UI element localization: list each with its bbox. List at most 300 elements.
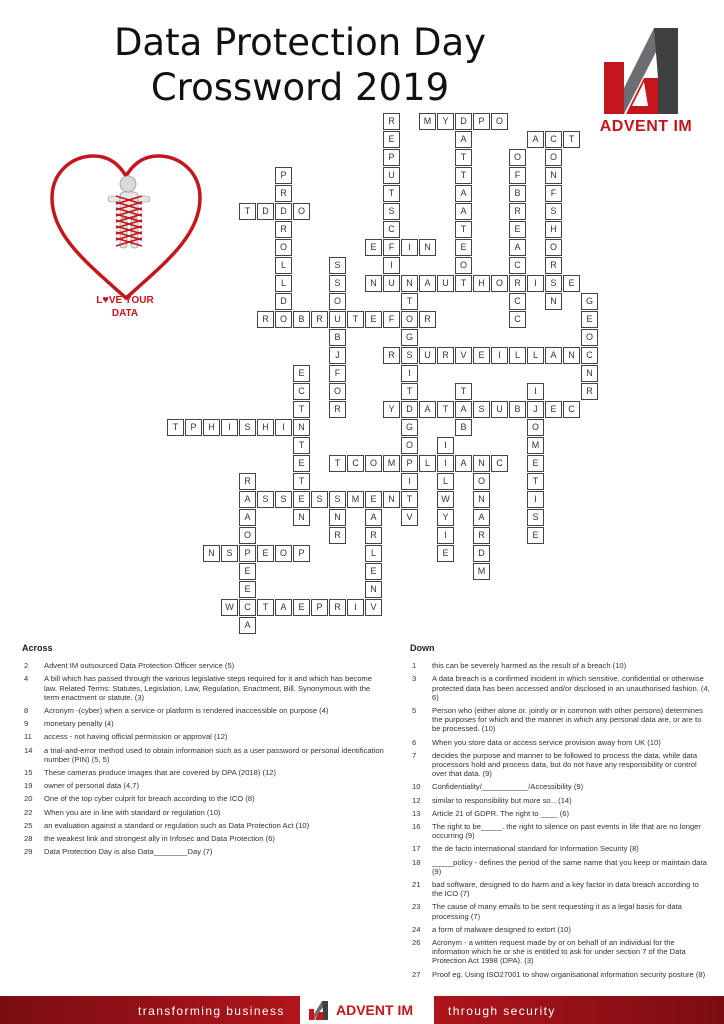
clue-text: bad software, designed to do harm and a key factor in data breach according to the ICO (7) — [432, 880, 699, 899]
crossword-cell: E — [383, 131, 400, 148]
clue-number: 15 — [24, 768, 33, 778]
down-clue — [410, 751, 710, 779]
crossword-cell: I — [491, 347, 508, 364]
crossword-cell: D — [455, 113, 472, 130]
crossword-cell: P — [311, 599, 328, 616]
down-clue — [410, 674, 710, 702]
crossword-cell: A — [509, 239, 526, 256]
crossword-cell: S — [383, 203, 400, 220]
crossword-cell: R — [257, 311, 274, 328]
crossword-cell: O — [491, 113, 508, 130]
crossword-cell: W — [221, 599, 238, 616]
crossword-cell: B — [329, 329, 346, 346]
crossword-cell: A — [455, 131, 472, 148]
clue-text: the de facto international standard for Information Security (8) — [432, 844, 639, 854]
crossword-cell: R — [275, 185, 292, 202]
crossword-cell: S — [257, 491, 274, 508]
crossword-cell: H — [473, 275, 490, 292]
crossword-cell: A — [545, 347, 562, 364]
clue-text: When you are in line with standard or regulation (10) — [44, 807, 221, 817]
crossword-cell: A — [239, 491, 256, 508]
across-clue — [22, 732, 387, 741]
crossword-cell: A — [275, 599, 292, 616]
clue-text: Person who (either alone or. jointly or in common with other persons) determines the purposes for which and the manner in which any personal data are, or are to be processed. (10) — [432, 706, 703, 734]
across-clue — [22, 661, 387, 670]
crossword-cell: J — [527, 401, 544, 418]
crossword-cell: E — [239, 563, 256, 580]
crossword-cell: S — [311, 491, 328, 508]
down-clue — [410, 809, 710, 818]
clue-text: Acronym - a written request made by or on behalf of an individual for the information which he or she is entitled to ask for under section 7 of the Data Protection Act 1998 (DPA). (3) — [432, 938, 686, 966]
crossword-cell: T — [455, 383, 472, 400]
crossword-cell: N — [473, 455, 490, 472]
clue-number: 7 — [412, 750, 417, 760]
crossword-cell: S — [275, 491, 292, 508]
clue-number: 8 — [24, 706, 29, 716]
crossword-cell: Y — [437, 509, 454, 526]
crossword-cell: E — [545, 401, 562, 418]
clue-text: Proof eg. Using ISO27001 to show organisational information security posture (8) — [432, 969, 706, 979]
clue-text: similar to responsibility but more so…(14) — [432, 795, 572, 805]
down-clue — [410, 844, 710, 853]
crossword-cell: I — [221, 419, 238, 436]
clue-number: 5 — [412, 706, 417, 716]
crossword-cell: C — [563, 401, 580, 418]
crossword-cell: R — [581, 383, 598, 400]
crossword-cell: G — [581, 293, 598, 310]
crossword-cell: E — [473, 347, 490, 364]
across-clue — [22, 768, 387, 777]
footer-logo-icon — [308, 999, 334, 1021]
crossword-cell: R — [311, 311, 328, 328]
crossword-cell: I — [527, 383, 544, 400]
crossword-cell: V — [401, 509, 418, 526]
footer-banner — [0, 996, 724, 1024]
crossword-cell: B — [509, 401, 526, 418]
crossword-cell: N — [293, 509, 310, 526]
crossword-cell: I — [401, 365, 418, 382]
crossword-cell: S — [239, 419, 256, 436]
crossword-cell: O — [545, 149, 562, 166]
crossword-cell: T — [455, 149, 472, 166]
crossword-cell: S — [527, 509, 544, 526]
clue-number: 6 — [412, 737, 417, 747]
clue-text: this can be severely harmed as the result of a breach (10) — [432, 661, 627, 671]
clue-number: 23 — [412, 902, 421, 912]
crossword-cell: A — [473, 509, 490, 526]
clue-text: access - not having official permission or approval (12) — [44, 732, 228, 742]
crossword-cell: N — [473, 491, 490, 508]
crossword-cell: N — [365, 275, 382, 292]
crossword-cell: T — [455, 275, 472, 292]
across-clue — [22, 834, 387, 843]
clue-text: a trial-and-error method used to obtain information such as a user password or personal identification number (PIN) (5, 5) — [44, 745, 384, 764]
crossword-cell: A — [455, 401, 472, 418]
crossword-cell: I — [275, 419, 292, 436]
clue-number: 19 — [24, 781, 33, 791]
crossword-cell: T — [167, 419, 184, 436]
crossword-cell: R — [275, 221, 292, 238]
crossword-cell: E — [293, 455, 310, 472]
love-caption-part-2: VE YOUR — [108, 295, 154, 306]
down-clue — [410, 661, 710, 670]
crossword-cell: A — [455, 203, 472, 220]
footer-tagline-left: transforming business — [138, 1004, 285, 1018]
crossword-cell: P — [473, 113, 490, 130]
crossword-cell: U — [383, 275, 400, 292]
clue-text: When you store data or access service provision away from UK (10) — [432, 737, 661, 747]
crossword-cell: L — [437, 473, 454, 490]
clue-text: Confidentiality/___________/Accessibility (9) — [432, 782, 584, 792]
clue-text: Data Protection Day is also Data________Day (7) — [44, 847, 213, 857]
clue-number: 27 — [412, 969, 421, 979]
crossword-cell: G — [401, 419, 418, 436]
clue-number: 11 — [24, 732, 32, 742]
title-line-2: Crossword 2019 — [150, 66, 450, 109]
crossword-cell: L — [509, 347, 526, 364]
clue-text: _____policy - defines the period of the same name that you keep or maintain data (9) — [432, 857, 707, 876]
down-clue — [410, 738, 710, 747]
crossword-cell: I — [383, 257, 400, 274]
crossword-cell: A — [419, 275, 436, 292]
down-heading: Down — [410, 643, 435, 653]
clue-text: owner of personal data (4,7) — [44, 781, 139, 791]
down-clue — [410, 925, 710, 934]
crossword-cell: O — [275, 545, 292, 562]
crossword-cell: S — [401, 347, 418, 364]
crossword-cell: N — [293, 419, 310, 436]
clue-number: 14 — [24, 745, 33, 755]
clue-number: 4 — [24, 674, 29, 684]
clue-number: 17 — [412, 844, 421, 854]
crossword-cell: E — [293, 365, 310, 382]
crossword-cell: O — [329, 383, 346, 400]
crossword-cell: O — [455, 257, 472, 274]
down-clue — [410, 902, 710, 920]
crossword-cell: D — [275, 293, 292, 310]
crossword-cell: R — [437, 347, 454, 364]
crossword-cell: R — [329, 527, 346, 544]
love-caption-line-2: DATA — [111, 308, 139, 319]
clue-text: an evaluation against a standard or regulation such as Data Protection Act (10) — [44, 820, 310, 830]
crossword-cell: C — [383, 221, 400, 238]
crossword-cell: P — [275, 167, 292, 184]
clue-text: These cameras produce images that are covered by DPA (2018) (12) — [44, 768, 277, 778]
crossword-cell: S — [545, 275, 562, 292]
crossword-cell: P — [293, 545, 310, 562]
crossword-cell: L — [275, 275, 292, 292]
crossword-cell: R — [419, 311, 436, 328]
crossword-cell: E — [365, 563, 382, 580]
across-clues — [22, 644, 387, 860]
crossword-cell: B — [293, 311, 310, 328]
crossword-cell: T — [527, 473, 544, 490]
across-clue — [22, 821, 387, 830]
crossword-cell: E — [581, 311, 598, 328]
clue-number: 13 — [412, 808, 421, 818]
down-clue — [410, 782, 710, 791]
clue-text: Article 21 of GDPR. The right to ____ (6) — [432, 808, 570, 818]
crossword-cell: V — [455, 347, 472, 364]
crossword-cell: D — [257, 203, 274, 220]
crossword-cell: P — [383, 149, 400, 166]
clue-number: 20 — [24, 794, 33, 804]
footer-logo — [300, 996, 434, 1024]
across-clue — [22, 706, 387, 715]
crossword-cell: C — [509, 257, 526, 274]
crossword-cell: O — [527, 419, 544, 436]
clue-text: A data breach is a confirmed incident in which sensitive, confidential or otherwise protected data has been accessed and/or disclosed in an unauthorised fashion. (4, 6) — [432, 674, 710, 702]
crossword-cell: N — [329, 509, 346, 526]
clue-number: 9 — [24, 719, 29, 729]
crossword-cell: U — [491, 401, 508, 418]
down-clue — [410, 822, 710, 840]
down-clue — [410, 858, 710, 876]
title-line-1: Data Protection Day — [113, 21, 487, 64]
crossword-cell: G — [401, 329, 418, 346]
crossword-cell: M — [347, 491, 364, 508]
crossword-cell: R — [329, 599, 346, 616]
across-clue — [22, 719, 387, 728]
crossword-cell: N — [545, 293, 562, 310]
crossword-cell: A — [455, 455, 472, 472]
crossword-cell: R — [239, 473, 256, 490]
down-clue — [410, 880, 710, 898]
crossword-cell: E — [437, 545, 454, 562]
crossword-cell: A — [239, 509, 256, 526]
clue-number: 28 — [24, 834, 33, 844]
crossword-cell: M — [383, 455, 400, 472]
crossword-cell: W — [437, 491, 454, 508]
crossword-cell: R — [383, 113, 400, 130]
crossword-cell: I — [437, 527, 454, 544]
crossword-cell: T — [437, 401, 454, 418]
crossword-cell: Y — [383, 401, 400, 418]
across-clue — [22, 808, 387, 817]
crossword-cell: T — [401, 293, 418, 310]
crossword-cell: T — [293, 473, 310, 490]
crossword-cell: R — [509, 203, 526, 220]
across-clue — [22, 674, 387, 702]
crossword-cell: H — [203, 419, 220, 436]
crossword-cell: C — [293, 383, 310, 400]
crossword-cell: I — [437, 455, 454, 472]
crossword-cell: N — [365, 581, 382, 598]
crossword-cell: E — [509, 221, 526, 238]
crossword-cell: O — [545, 239, 562, 256]
crossword-cell: N — [401, 275, 418, 292]
crossword-cell: R — [383, 347, 400, 364]
crossword-cell: Y — [437, 113, 454, 130]
across-clue — [22, 847, 387, 856]
crossword-cell: C — [581, 347, 598, 364]
crossword-cell: T — [455, 167, 472, 184]
crossword-cell: A — [419, 401, 436, 418]
crossword-cell: L — [275, 257, 292, 274]
crossword-cell: N — [383, 491, 400, 508]
crossword-cell: D — [473, 545, 490, 562]
crossword-cell: O — [401, 437, 418, 454]
crossword-cell: E — [257, 545, 274, 562]
clue-number: 25 — [24, 820, 33, 830]
crossword-cell: A — [239, 617, 256, 634]
across-clue — [22, 746, 387, 764]
crossword-cell: F — [383, 239, 400, 256]
crossword-cell: F — [329, 365, 346, 382]
clue-text: Acronym -(cyber) when a service or platform is rendered inaccessible on purpose (4) — [44, 706, 329, 716]
crossword-cell: T — [293, 437, 310, 454]
clue-number: 21 — [412, 880, 421, 890]
crossword-cell: R — [473, 527, 490, 544]
crossword-cell: O — [239, 527, 256, 544]
down-clue — [410, 706, 710, 734]
crossword-cell: L — [365, 545, 382, 562]
crossword-cell: S — [473, 401, 490, 418]
down-clues — [410, 644, 710, 983]
clue-number: 1 — [412, 661, 417, 671]
crossword-cell: L — [419, 455, 436, 472]
crossword-cell: O — [509, 149, 526, 166]
crossword-cell: E — [365, 311, 382, 328]
crossword-cell: I — [347, 599, 364, 616]
crossword-cell: S — [545, 203, 562, 220]
crossword-cell: E — [239, 581, 256, 598]
crossword-cell: C — [509, 311, 526, 328]
crossword-cell: E — [455, 239, 472, 256]
crossword-cell: I — [527, 491, 544, 508]
crossword-cell: P — [239, 545, 256, 562]
crossword-cell: P — [185, 419, 202, 436]
crossword-cell: T — [329, 455, 346, 472]
crossword-cell: C — [509, 293, 526, 310]
crossword-cell: E — [563, 275, 580, 292]
crossword-cell: I — [527, 275, 544, 292]
crossword-cell: P — [401, 455, 418, 472]
crossword-cell: I — [437, 437, 454, 454]
crossword-cell: R — [509, 275, 526, 292]
footer-tagline-right: through security — [448, 1004, 556, 1018]
clue-number: 2 — [24, 661, 29, 671]
clue-text: The right to be_____. the right to silence on past events in life that are no longer occurring (9) — [432, 822, 701, 841]
clue-number: 3 — [412, 674, 417, 684]
across-heading: Across — [22, 643, 53, 653]
clue-number: 12 — [412, 795, 421, 805]
crossword-cell: N — [563, 347, 580, 364]
crossword-cell: T — [455, 221, 472, 238]
crossword-cell: T — [563, 131, 580, 148]
down-clue — [410, 970, 710, 979]
crossword-cell: E — [365, 491, 382, 508]
clue-text: One of the top cyber culprit for breach according to the ICO (8) — [44, 794, 255, 804]
crossword-cell: C — [491, 455, 508, 472]
across-clue — [22, 781, 387, 790]
crossword-cell: I — [401, 473, 418, 490]
crossword-cell: E — [365, 239, 382, 256]
crossword-cell: O — [275, 311, 292, 328]
crossword-cell: F — [383, 311, 400, 328]
crossword-cell: U — [419, 347, 436, 364]
crossword-cell: T — [347, 311, 364, 328]
crossword-cell: T — [293, 401, 310, 418]
crossword-cell: I — [401, 239, 418, 256]
crossword-cell: R — [365, 527, 382, 544]
down-clue — [410, 938, 710, 966]
crossword-cell: E — [527, 455, 544, 472]
crossword-cell: A — [455, 185, 472, 202]
crossword-cell: U — [437, 275, 454, 292]
crossword-cell: T — [257, 599, 274, 616]
crossword-cell: F — [509, 167, 526, 184]
crossword-cell: E — [527, 527, 544, 544]
clue-number: 26 — [412, 938, 421, 948]
crossword-cell: O — [401, 311, 418, 328]
clue-text: a form of malware designed to extort (10) — [432, 924, 571, 934]
clue-text: decides the purpose and manner to be followed to process the data, while data processors hold and process data, but do not have any responsibility or control over that data. (9) — [432, 750, 698, 779]
crossword-cell: N — [545, 167, 562, 184]
love-caption-part-1: L — [96, 295, 103, 306]
crossword-cell: O — [329, 293, 346, 310]
crossword-cell: M — [419, 113, 436, 130]
logo-text: ADVENT IM — [599, 118, 693, 135]
crossword-cell: H — [545, 221, 562, 238]
clue-number: 16 — [412, 822, 421, 832]
clue-text: Advent IM outsourced Data Protection Officer service (5) — [44, 661, 235, 671]
crossword-cell: O — [293, 203, 310, 220]
crossword-cell: V — [365, 599, 382, 616]
crossword-cell: O — [491, 275, 508, 292]
crossword-cell: U — [329, 311, 346, 328]
crossword-cell: C — [239, 599, 256, 616]
across-clue — [22, 794, 387, 803]
crossword-cell: D — [275, 203, 292, 220]
clue-text: The cause of many emails to be sent requesting it as a legal basis for data processing (7) — [432, 902, 682, 921]
crossword-cell: T — [239, 203, 256, 220]
crossword-cell: E — [293, 599, 310, 616]
crossword-cell: T — [383, 185, 400, 202]
crossword-cell: F — [545, 185, 562, 202]
crossword-cell: C — [347, 455, 364, 472]
clue-number: 22 — [24, 807, 33, 817]
clue-text: monetary penalty (4) — [44, 719, 114, 729]
clue-number: 29 — [24, 847, 33, 857]
crossword-cell: A — [365, 509, 382, 526]
crossword-cell: M — [473, 563, 490, 580]
crossword-cell: M — [527, 437, 544, 454]
crossword-cell: U — [383, 167, 400, 184]
crossword-cell: D — [401, 401, 418, 418]
footer-brand-text: ADVENT IM — [336, 1002, 413, 1018]
crossword-cell: O — [365, 455, 382, 472]
crossword-cell: R — [545, 257, 562, 274]
crossword-cell: H — [257, 419, 274, 436]
crossword-cell: N — [419, 239, 436, 256]
crossword-cell: T — [401, 491, 418, 508]
crossword-cell: B — [455, 419, 472, 436]
crossword-cell: O — [275, 239, 292, 256]
crossword-cell: J — [329, 347, 346, 364]
crossword-cell: S — [329, 257, 346, 274]
clue-text: A bill which has passed through the various legislative steps required for it and which has become law. Related Terms: Statutes, Legislation, Law, Regulation, Enactment, Bill. Synonymous with the term enactment or statute. (3) — [44, 674, 372, 702]
clue-number: 24 — [412, 924, 421, 934]
crossword-cell: A — [527, 131, 544, 148]
crossword-cell: N — [203, 545, 220, 562]
crossword-cell: C — [545, 131, 562, 148]
clue-number: 18 — [412, 857, 421, 867]
crossword-cell: T — [401, 383, 418, 400]
crossword-cell: S — [329, 491, 346, 508]
crossword-cell: O — [473, 473, 490, 490]
crossword-cell: N — [581, 365, 598, 382]
